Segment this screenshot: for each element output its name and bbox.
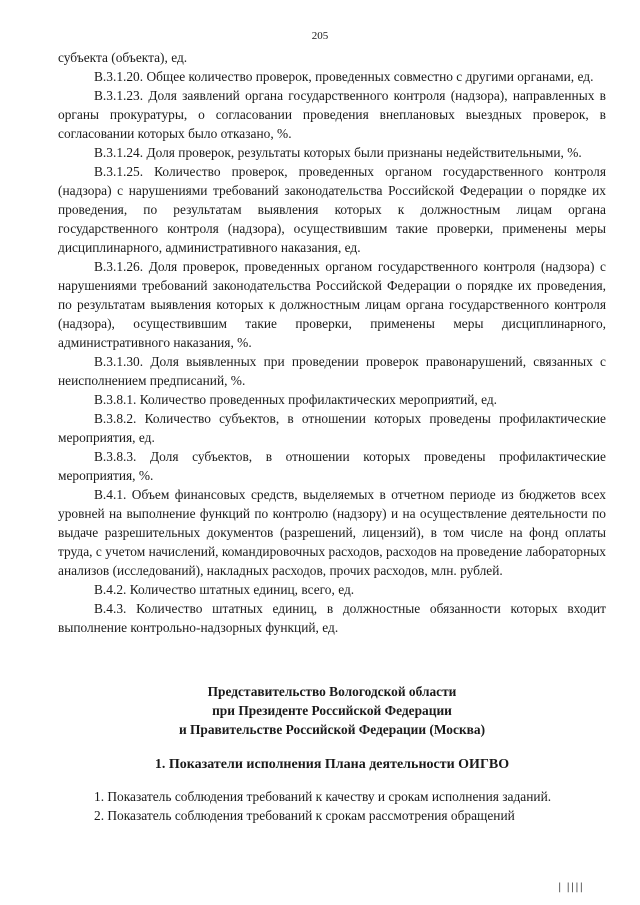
paragraph: В.4.1. Объем финансовых средств, выделяемых в отчетном периоде из бюджетов всех уровней на выполнение функций по контролю (надзору) и на осуществление деятельности по выдаче разрешительных документов (разрешений, лицензий), в том числе на фонд оплаты труда, с учетом начислений, командировочных расходов, расходов на проведение лабораторных анализов (исследований), накладных расходов, прочих расходов, млн. рублей.	[58, 487, 606, 578]
paragraph: В.3.1.30. Доля выявленных при проведении проверок правонарушений, связанных с неисполнением предписаний, %.	[58, 354, 606, 388]
section-heading-line: при Президенте Российской Федерации	[212, 703, 452, 718]
body-text	[58, 48, 606, 637]
paragraph: В.4.3. Количество штатных единиц, в должностные обязанности которых входит выполнение контрольно-надзорных функций, ед.	[58, 601, 606, 635]
section-heading-line: Представительство Вологодской области	[207, 684, 457, 699]
paragraph: В.3.1.20. Общее количество проверок, проведенных совместно с другими органами, ед.	[94, 69, 594, 84]
section-heading-line: и Правительстве Российской Федерации (Москва)	[178, 722, 486, 737]
list-item: 2. Показатель соблюдения требований к срокам рассмотрения обращений	[94, 808, 515, 823]
paragraph: В.4.2. Количество штатных единиц, всего, ед.	[94, 582, 355, 597]
indicator-list	[58, 787, 606, 825]
paragraph: В.3.1.25. Количество проверок, проведенных органом государственного контроля (надзора) с нарушениями требований законодательства Российской Федерации о порядке их проведения, по результатам выявления которых к должностным лицам органа государственного контроля (надзора), осуществившим такие проверки, применены меры дисциплинарного, административного наказания, ед.	[58, 164, 606, 255]
paragraph: В.3.8.3. Доля субъектов, в отношении которых проведены профилактические мероприятия, %.	[58, 449, 606, 483]
section-heading	[58, 682, 606, 739]
paragraph: В.3.8.1. Количество проведенных профилактических мероприятий, ед.	[94, 392, 498, 407]
paragraph: В.3.1.24. Доля проверок, результаты которых были признаны недействительными, %.	[94, 145, 582, 160]
paragraph: субъекта (объекта), ед.	[58, 50, 188, 65]
paragraph: В.3.1.23. Доля заявлений органа государственного контроля (надзора), направленных в органы прокуратуры, о согласовании проведения внеплановых выездных проверок, в согласовании которых было отказано, %.	[58, 88, 606, 141]
list-item: 1. Показатель соблюдения требований к качеству и срокам исполнения заданий.	[94, 789, 552, 804]
page-number: 205	[311, 30, 329, 42]
paragraph: В.3.8.2. Количество субъектов, в отношении которых проведены профилактические мероприятия, ед.	[58, 411, 606, 445]
paragraph: В.3.1.26. Доля проверок, проведенных органом государственного контроля (надзора) с нарушениями требований законодательства Российской Федерации о порядке их проведения, по результатам выявления которых к должностным лицам органа государственного контроля (надзора), осуществившим такие проверки, применены меры дисциплинарного, административного наказания, %.	[58, 259, 606, 350]
subheading: 1. Показатели исполнения Плана деятельности ОИГВО	[154, 757, 510, 772]
scan-marks: | ||||	[558, 882, 585, 893]
